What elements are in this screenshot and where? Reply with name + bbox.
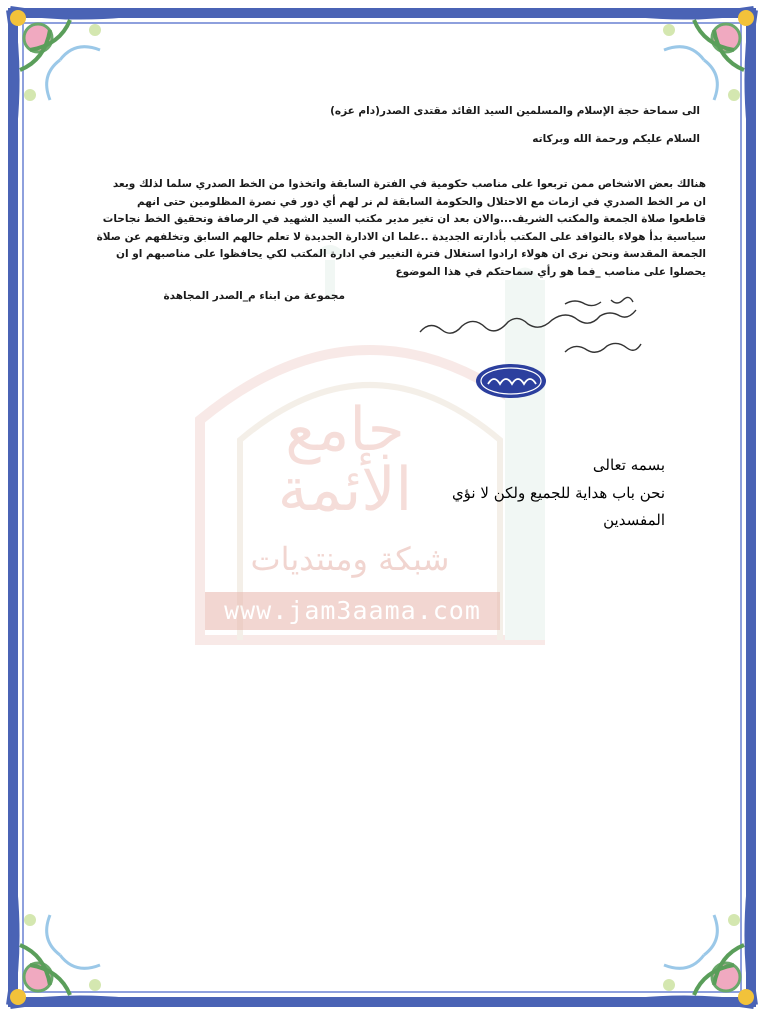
handwritten-reply-picture xyxy=(415,292,660,360)
watermark-site-name: جامع الأئمة xyxy=(277,395,413,525)
watermark-url: www.jam3aama.com xyxy=(205,592,500,630)
reply-line-statement: نحن باب هداية للجميع ولكن لا نؤي xyxy=(451,484,665,502)
letter-greeting: السلام عليكم ورحمة الله وبركاته xyxy=(532,133,700,145)
reply-line-closing: المفسدين xyxy=(603,511,665,529)
letter-body-line: هنالك بعض الاشخاص ممن تربعوا على مناصب حكومية في الفترة السابقة واتخذوا من الخط الصدري سلما لذلك وبعد xyxy=(112,178,706,190)
corner-ornament-top-right xyxy=(614,0,764,150)
letter-signature: مجموعة من ابناء م_الصدر المجاهدة xyxy=(163,290,345,302)
letter-body-line: قاطعوا صلاة الجمعة والمكتب الشريف...والان بعد ان تغير مدير مكتب السيد الشهيد في الرصافة وتحقيق الخط نجاحات xyxy=(102,213,706,226)
seal-stamp-icon xyxy=(474,362,548,400)
corner-ornament-bottom-right xyxy=(614,865,764,1015)
letter-body-line: يحصلوا على مناصب _فما هو رأي سماحتكم في هذا الموضوع xyxy=(395,265,706,278)
watermark-subtitle: شبكة ومنتديات xyxy=(250,540,450,578)
letter-body-line: الجمعة المقدسة ونحن نرى ان هولاء ارادوا استغلال فترة التغيير في ادارة المكتب لكي يحافظوا على مناصبهم او ان xyxy=(116,248,706,261)
corner-ornament-top-left xyxy=(0,0,150,150)
corner-ornament-bottom-left xyxy=(0,865,150,1015)
letter-body-line: سياسية بدأ هولاء بالتوافد على المكتب بأدارته الجديدة ..علما ان الادارة الجديدة لا تعلم حالهم السابق وتخلفهم عن صلاة xyxy=(96,230,706,243)
letter-salutation: الى سماحة حجة الإسلام والمسلمين السيد القائد مقتدى الصدر(دام عزه) xyxy=(330,105,700,117)
letter-body xyxy=(96,176,706,282)
letter-body-line: ان مر الخط الصدري في ازمات مع الاحتلال والحكومة السابقة لم نر لهم أي دور في نصرة المظلومين حتى انهم xyxy=(137,195,706,208)
reply-line-basmala: بسمه تعالى xyxy=(592,456,665,474)
